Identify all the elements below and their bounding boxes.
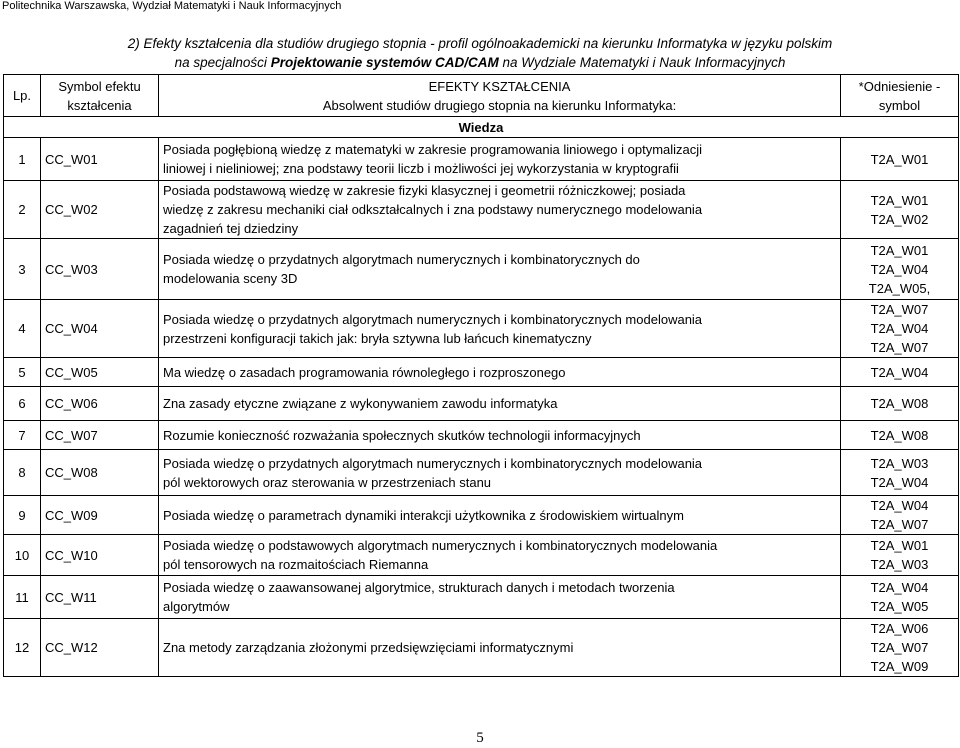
row-symbol xyxy=(41,619,159,677)
title-line2-prefix: na specjalności xyxy=(174,55,271,70)
row-symbol-line: CC_W05 xyxy=(45,364,98,380)
row-description-line: Zna metody zarządzania złożonymi przedsięwzięciami informatycznymi xyxy=(163,640,574,655)
row-reference xyxy=(841,576,959,619)
title-specialty: Projektowanie systemów CAD/CAM xyxy=(270,55,499,70)
row-symbol xyxy=(41,496,159,535)
row-reference xyxy=(841,535,959,576)
row-symbol xyxy=(41,576,159,619)
row-lp xyxy=(4,300,41,358)
header-symbol xyxy=(41,75,159,117)
header-ref-line1: *Odniesienie - xyxy=(858,78,941,94)
header-odniesienie xyxy=(841,75,959,117)
row-description-line: Posiada podstawową wiedzę w zakresie fizyki klasycznej i geometrii różniczkowej; posiada xyxy=(163,183,686,198)
row-reference xyxy=(841,138,959,181)
row-reference-line: T2A_W05 xyxy=(870,599,929,614)
row-symbol-line: CC_W06 xyxy=(45,396,98,411)
row-description-line: Posiada wiedzę o podstawowych algorytmach numerycznych i kombinatorycznych modelowania xyxy=(163,538,718,553)
row-reference-line: T2A_W08 xyxy=(870,396,929,411)
table-row xyxy=(4,138,959,181)
row-description xyxy=(159,450,841,496)
row-description-line: pól wektorowych oraz sterowania w przestrzeniach stanu xyxy=(163,474,492,490)
row-reference-line: T2A_W01 xyxy=(870,242,929,258)
row-description xyxy=(159,138,841,181)
row-symbol-line: CC_W01 xyxy=(45,151,98,167)
row-lp-line: 8 xyxy=(18,465,26,480)
row-reference-line: T2A_W02 xyxy=(870,211,929,227)
row-description-line: modelowania sceny 3D xyxy=(163,271,298,286)
table-row xyxy=(4,496,959,535)
table-row xyxy=(4,387,959,421)
row-reference-line: T2A_W07 xyxy=(870,302,929,317)
row-reference-line: T2A_W04 xyxy=(870,580,929,595)
row-reference-line: T2A_W04 xyxy=(870,261,929,277)
row-symbol-line: CC_W11 xyxy=(45,589,97,605)
row-reference-line: T2A_W04 xyxy=(870,474,929,490)
row-description-line: Posiada pogłębioną wiedzę z matematyki w zakresie programowania liniowego i optymalizacji xyxy=(163,142,703,157)
table-header-row xyxy=(4,75,959,117)
row-reference-line: T2A_W07 xyxy=(870,640,929,655)
row-reference-line: T2A_W06 xyxy=(870,621,929,636)
row-reference xyxy=(841,300,959,358)
row-symbol xyxy=(41,450,159,496)
row-lp-line: 3 xyxy=(18,261,26,277)
row-reference-line: T2A_W01 xyxy=(870,538,929,553)
document-title-line2 xyxy=(0,55,960,70)
document-title-line1: 2) Efekty kształcenia dla studiów drugiego stopnia - profil ogólnoakademicki na kierunku Informatyka w języku polskim xyxy=(127,36,833,51)
row-reference-line: T2A_W01 xyxy=(870,151,929,167)
row-lp-line: 1 xyxy=(18,151,26,167)
row-description-line: wiedzę z zakresu mechaniki ciał odkształcalnych i zna podstawy numerycznego modelowania xyxy=(163,202,703,217)
row-description-line: zagadnień tej dziedziny xyxy=(163,221,299,236)
header-efekty-line1: EFEKTY KSZTAŁCENIA xyxy=(428,78,571,94)
table-row xyxy=(4,300,959,358)
row-symbol xyxy=(41,421,159,450)
row-lp xyxy=(4,387,41,421)
row-description xyxy=(159,239,841,300)
table-row xyxy=(4,619,959,677)
row-description-line: Posiada wiedzę o zaawansowanej algorytmice, strukturach danych i metodach tworzenia xyxy=(163,580,675,595)
row-lp-line: 4 xyxy=(18,321,26,336)
row-symbol-line: CC_W03 xyxy=(45,261,98,277)
row-lp xyxy=(4,239,41,300)
row-description xyxy=(159,358,841,387)
row-description-line: Posiada wiedzę o przydatnych algorytmach numerycznych i kombinatorycznych modelowania xyxy=(163,311,703,327)
row-lp xyxy=(4,535,41,576)
row-reference xyxy=(841,496,959,535)
row-description xyxy=(159,387,841,421)
page-number: 5 xyxy=(476,730,484,746)
table-row xyxy=(4,535,959,576)
row-symbol-line: CC_W12 xyxy=(45,640,98,655)
row-symbol xyxy=(41,535,159,576)
row-symbol xyxy=(41,358,159,387)
header-symbol-line1: Symbol efektu xyxy=(58,78,141,94)
row-reference-line: T2A_W09 xyxy=(870,659,929,674)
row-reference-line: T2A_W07 xyxy=(870,517,929,532)
row-lp-line: 11 xyxy=(15,589,29,605)
row-symbol-line: CC_W08 xyxy=(45,465,98,480)
row-description xyxy=(159,496,841,535)
row-lp xyxy=(4,358,41,387)
row-symbol xyxy=(41,300,159,358)
row-lp xyxy=(4,421,41,450)
row-reference-line: T2A_W03 xyxy=(870,455,929,471)
row-lp-line: 12 xyxy=(14,640,30,655)
row-symbol xyxy=(41,181,159,239)
row-lp xyxy=(4,496,41,535)
row-reference xyxy=(841,619,959,677)
row-lp xyxy=(4,181,41,239)
header-efekty-line2: Absolwent studiów drugiego stopnia na kierunku Informatyka: xyxy=(322,97,677,113)
row-lp-line: 10 xyxy=(14,547,30,563)
table-row xyxy=(4,421,959,450)
row-reference xyxy=(841,181,959,239)
row-reference-line: T2A_W04 xyxy=(870,321,929,336)
row-reference-line: T2A_W04 xyxy=(870,364,929,380)
section-title: Wiedza xyxy=(4,117,959,138)
row-description xyxy=(159,300,841,358)
row-symbol-line: CC_W04 xyxy=(45,321,98,336)
row-description-line: algorytmów xyxy=(163,599,230,614)
row-symbol xyxy=(41,239,159,300)
row-symbol-line: CC_W10 xyxy=(45,547,98,563)
row-description xyxy=(159,181,841,239)
row-reference xyxy=(841,387,959,421)
row-description-line: Rozumie konieczność rozważania społecznych skutków technologii informacyjnych xyxy=(163,427,641,443)
table-row xyxy=(4,450,959,496)
row-description-line: Posiada wiedzę o przydatnych algorytmach numerycznych i kombinatorycznych do xyxy=(163,252,640,267)
row-reference-line: T2A_W01 xyxy=(870,192,929,208)
row-description-line: pól tensorowych na rozmaitościach Riemanna xyxy=(163,557,429,572)
row-reference xyxy=(841,239,959,300)
row-lp-line: 2 xyxy=(18,202,26,217)
table-row xyxy=(4,358,959,387)
row-symbol xyxy=(41,138,159,181)
row-lp xyxy=(4,450,41,496)
table-row xyxy=(4,181,959,239)
table-row xyxy=(4,239,959,300)
document-header: Politechnika Warszawska, Wydział Matematyki i Nauk Informacyjnych xyxy=(0,0,960,13)
row-reference-line: T2A_W04 xyxy=(870,498,929,513)
row-description xyxy=(159,535,841,576)
row-description xyxy=(159,619,841,677)
row-description-line: Posiada wiedzę o przydatnych algorytmach numerycznych i kombinatorycznych modelowania xyxy=(163,455,703,471)
row-lp xyxy=(4,138,41,181)
row-lp xyxy=(4,619,41,677)
row-reference xyxy=(841,421,959,450)
row-lp-line: 9 xyxy=(18,507,26,523)
header-efekty xyxy=(159,75,841,117)
row-description-line: Zna zasady etyczne związane z wykonywaniem zawodu informatyka xyxy=(163,396,558,411)
header-ref-line2: symbol xyxy=(878,97,921,113)
row-description-line: Posiada wiedzę o parametrach dynamiki interakcji użytkownika z środowiskiem wirtualnym xyxy=(163,507,684,523)
row-reference-line: T2A_W07 xyxy=(870,340,929,355)
table-row xyxy=(4,576,959,619)
row-description xyxy=(159,421,841,450)
row-symbol xyxy=(41,387,159,421)
row-symbol-line: CC_W07 xyxy=(45,427,98,443)
row-lp-line: 6 xyxy=(18,396,26,411)
row-lp-line: 5 xyxy=(18,364,26,380)
row-reference xyxy=(841,358,959,387)
row-lp xyxy=(4,576,41,619)
row-description xyxy=(159,576,841,619)
row-description-line: przestrzeni konfiguracji takich jak: bryła sztywna lub łańcuch kinematyczny xyxy=(163,330,592,346)
row-reference-line: T2A_W08 xyxy=(870,427,929,443)
title-line2-suffix: na Wydziale Matematyki i Nauk Informacyjnych xyxy=(498,55,786,70)
row-reference-line: T2A_W03 xyxy=(870,557,929,572)
row-symbol-line: CC_W09 xyxy=(45,507,98,523)
row-reference-line: T2A_W05, xyxy=(868,280,931,296)
row-description-line: liniowej i nieliniowej; zna podstawy teorii liczb i możliwości jej wykorzystania w kryptografii xyxy=(163,161,679,176)
header-lp: Lp. xyxy=(4,75,41,117)
header-symbol-line2: kształcenia xyxy=(67,97,132,113)
row-description-line: Ma wiedzę o zasadach programowania równoległego i rozproszonego xyxy=(163,364,566,380)
row-lp-line: 7 xyxy=(18,427,26,443)
row-symbol-line: CC_W02 xyxy=(45,202,98,217)
learning-outcomes-table xyxy=(3,74,959,677)
row-reference xyxy=(841,450,959,496)
section-row xyxy=(4,117,959,138)
